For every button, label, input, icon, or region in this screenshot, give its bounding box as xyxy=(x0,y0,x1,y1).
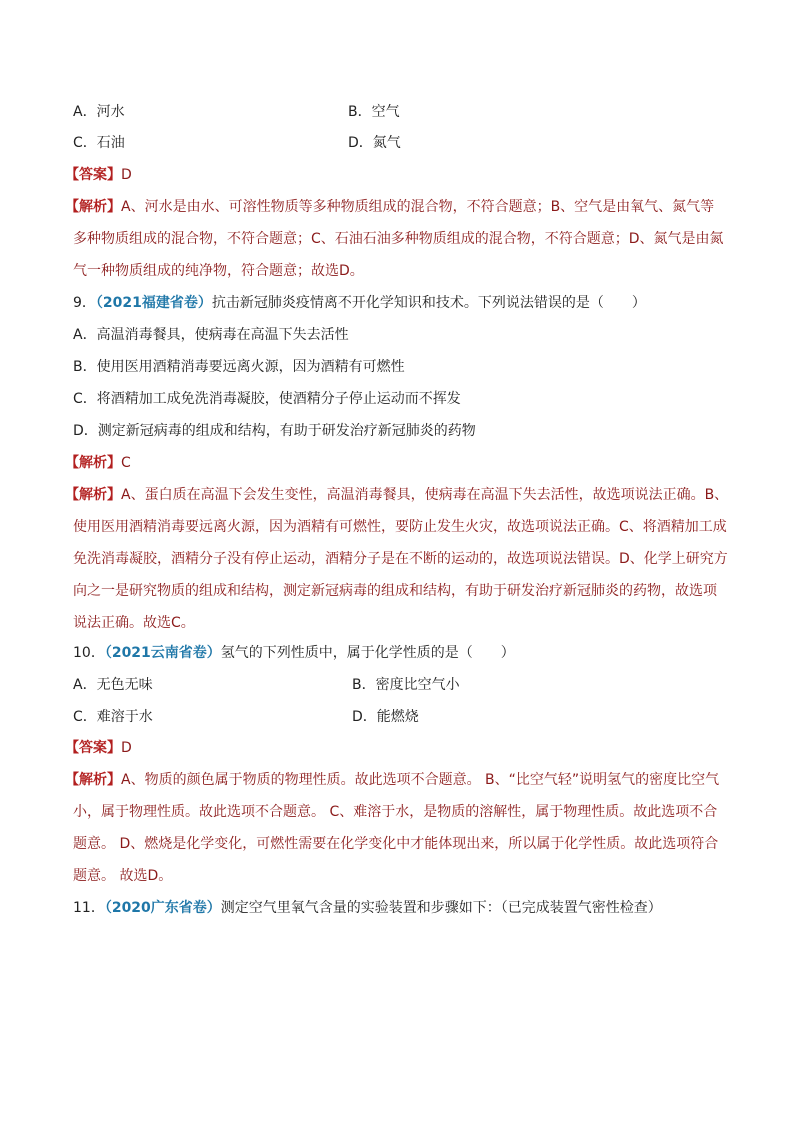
q9-analysis-line-5: 说法正确。故选C。 xyxy=(73,615,195,631)
q10-analysis-line-4: 题意。 故选D。 xyxy=(73,868,173,884)
question-number: 11． xyxy=(73,900,105,916)
q8-option-c: C．石油 xyxy=(73,135,125,151)
answer-value: D xyxy=(121,167,132,183)
answer-value: D xyxy=(121,740,132,756)
q9-stem xyxy=(73,294,646,312)
q10-answer xyxy=(65,739,132,757)
q10-analysis-line-3: 题意。 D、燃烧是化学变化，可燃性需要在化学变化中才能体现出来，所以属于化学性质。故此选项符合 xyxy=(73,836,719,852)
q11-stem xyxy=(73,899,662,917)
question-text: 测定空气里氧气含量的实验装置和步骤如下：（已完成装置气密性检查） xyxy=(220,900,662,916)
q9-answer xyxy=(65,454,131,472)
q10-option-c: C．难溶于水 xyxy=(73,709,153,725)
answer-value: C xyxy=(121,455,131,471)
analysis-tag: 【解析】 xyxy=(65,199,121,215)
q9-analysis-line-4: 向之一是研究物质的组成和结构，测定新冠病毒的组成和结构，有助于研发治疗新冠肺炎的药物，故选项 xyxy=(73,583,717,599)
q9-option-d: D．测定新冠病毒的组成和结构，有助于研发治疗新冠肺炎的药物 xyxy=(73,423,476,439)
question-source: （2020广东省卷） xyxy=(104,900,221,916)
question-source: （2021福建省卷） xyxy=(95,295,212,311)
q10-stem xyxy=(73,644,515,662)
q8-option-a: A．河水 xyxy=(73,104,125,120)
analysis-tag: 【解析】 xyxy=(65,772,121,788)
question-text: 抗击新冠肺炎疫情离不开化学知识和技术。下列说法错误的是（ ） xyxy=(211,295,646,311)
q9-option-b: B．使用医用酒精消毒要远离火源，因为酒精有可燃性 xyxy=(73,359,405,375)
q10-analysis-line-2: 小，属于物理性质。故此选项不合题意。 C、难溶于水，是物质的溶解性，属于物理性质。故此选项不合 xyxy=(73,804,718,820)
q9-analysis-line-1: 【解析】A、蛋白质在高温下会发生变性，高温消毒餐具，使病毒在高温下失去活性，故选项说法正确。B、 xyxy=(65,487,729,503)
q9-analysis-line-2: 使用医用酒精消毒要远离火源，因为酒精有可燃性，要防止发生火灾，故选项说法正确。C、将酒精加工成 xyxy=(73,519,727,535)
answer-tag: 【解析】 xyxy=(65,455,121,471)
q10-option-b: B．密度比空气小 xyxy=(352,677,460,693)
q8-option-b: B．空气 xyxy=(348,104,400,120)
q9-option-c: C．将酒精加工成免洗消毒凝胶，使酒精分子停止运动而不挥发 xyxy=(73,391,461,407)
q10-option-d: D．能燃烧 xyxy=(352,709,419,725)
question-text: 氢气的下列性质中，属于化学性质的是（ ） xyxy=(220,645,515,661)
q10-option-a: A．无色无味 xyxy=(73,677,153,693)
analysis-tag: 【解析】 xyxy=(65,487,121,503)
q10-analysis-line-1: 【解析】A、物质的颜色属于物质的物理性质。故此选项不合题意。 B、“比空气轻”说明氢气的密度比空气 xyxy=(65,772,720,788)
answer-tag: 【答案】 xyxy=(65,167,121,183)
answer-tag: 【答案】 xyxy=(65,740,121,756)
q9-option-a: A．高温消毒餐具，使病毒在高温下失去活性 xyxy=(73,327,349,343)
q8-analysis-line-2: 多种物质组成的混合物，不符合题意；C、石油石油多种物质组成的混合物，不符合题意；D、氮气是由氮 xyxy=(73,231,724,247)
question-source: （2021云南省卷） xyxy=(104,645,221,661)
question-number: 10． xyxy=(73,645,105,661)
q8-option-d: D．氮气 xyxy=(348,135,401,151)
question-number: 9． xyxy=(73,295,96,311)
q8-analysis-line-3: 气一种物质组成的纯净物，符合题意；故选D。 xyxy=(73,263,364,279)
q8-answer xyxy=(65,166,132,184)
q8-analysis-line-1: 【解析】A、河水是由水、可溶性物质等多种物质组成的混合物，不符合题意；B、空气是由氧气、氮气等 xyxy=(65,199,715,215)
q9-analysis-line-3: 免洗消毒凝胶，酒精分子没有停止运动，酒精分子是在不断的运动的，故选项说法错误。D、化学上研究方 xyxy=(73,551,728,567)
